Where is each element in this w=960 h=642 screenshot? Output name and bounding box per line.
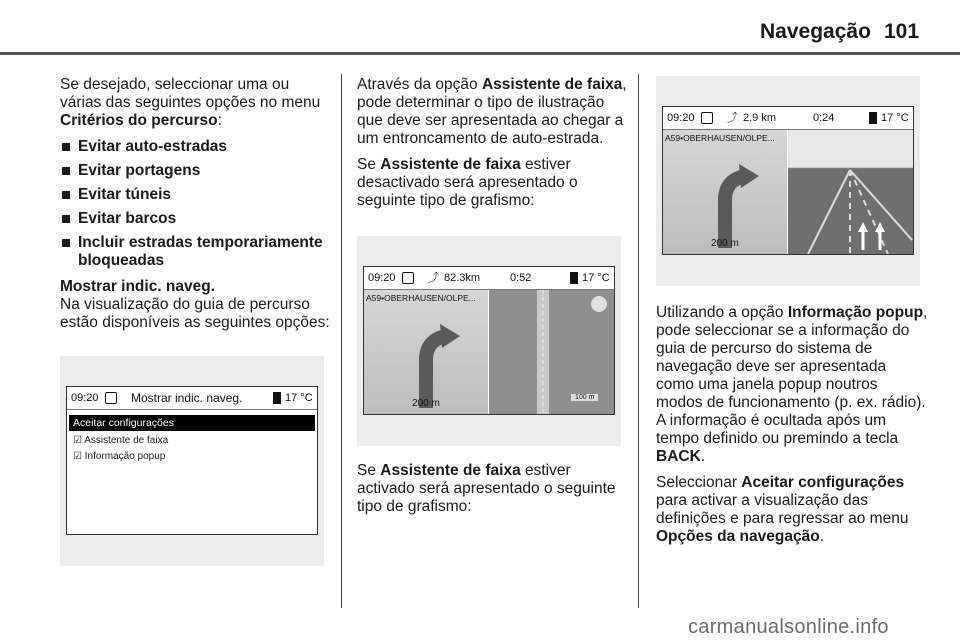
route-distance-icon: ⤴ bbox=[727, 112, 738, 124]
list-item-label: Evitar túneis bbox=[78, 186, 172, 203]
paragraph-disabled bbox=[357, 156, 629, 210]
screenshot-lane-assist bbox=[656, 76, 920, 286]
turn-guidance-panel bbox=[663, 130, 787, 254]
paragraph-popup bbox=[656, 304, 928, 466]
text: estiver desactivado será apresentado o seguinte tipo de grafismo: bbox=[357, 156, 578, 209]
clock: 09:20 bbox=[368, 272, 396, 284]
turn-arrow-icon bbox=[663, 130, 787, 254]
route-label: A59•OBERHAUSEN/OLPE... bbox=[665, 133, 775, 143]
checkbox-icon bbox=[105, 392, 117, 404]
list-item bbox=[60, 186, 332, 204]
bold-term: Assistente de faixa bbox=[380, 462, 521, 479]
column-1 bbox=[60, 76, 332, 340]
temperature: 17 °C bbox=[582, 272, 610, 284]
list-item bbox=[60, 234, 332, 270]
text: , pode seleccionar se a informação do guia de percurso do sistema de navegação deve ser apresentada como uma janela popup noutros modos de funcionamento (p. ex. rádio). A informação é ocultada após um tempo definido ou premindo a tecla bbox=[656, 304, 928, 447]
map-panel bbox=[489, 290, 614, 414]
page-title: Navegação bbox=[760, 20, 871, 43]
checkbox-icon bbox=[402, 272, 414, 284]
text: estiver activado será apresentado o seguinte tipo de grafismo: bbox=[357, 462, 616, 515]
section-heading: Mostrar indic. naveg. bbox=[60, 278, 216, 295]
time-remaining: 0:52 bbox=[510, 272, 532, 284]
bullet-icon bbox=[62, 191, 70, 199]
status-bar bbox=[364, 267, 614, 290]
list-item-label: Evitar auto-estradas bbox=[78, 138, 228, 155]
clock: 09:20 bbox=[667, 112, 695, 124]
route-distance-icon: ⤴ bbox=[428, 272, 439, 284]
intro-paragraph bbox=[60, 76, 332, 130]
list-item-label-cont: bloqueadas bbox=[78, 252, 165, 269]
display-screen bbox=[66, 386, 318, 535]
clock: 09:20 bbox=[71, 392, 99, 404]
menu-item-lane-assist[interactable]: ☑ Assistente de faixa bbox=[73, 435, 169, 446]
text: para activar a visualização das definições e para regressar ao menu bbox=[656, 492, 909, 527]
temperature: 17 °C bbox=[285, 392, 313, 404]
section-body: Na visualização do guia de percurso estão disponíveis as seguintes opções: bbox=[60, 296, 330, 331]
bold-term: BACK bbox=[656, 448, 701, 465]
intro-colon: : bbox=[217, 112, 222, 129]
text: Se bbox=[357, 156, 381, 173]
route-label: A59•OBERHAUSEN/OLPE... bbox=[366, 293, 476, 303]
screenshot-menu bbox=[60, 356, 324, 566]
lane-assist-panel bbox=[788, 130, 913, 254]
route-distance: 2.9 km bbox=[743, 112, 777, 124]
column-2-lower bbox=[357, 462, 629, 524]
display-screen bbox=[662, 106, 914, 255]
text: . bbox=[700, 448, 706, 465]
text: . bbox=[819, 528, 824, 545]
bullet-icon bbox=[62, 143, 70, 151]
turn-arrow-icon bbox=[364, 290, 488, 414]
paragraph-lane-assist bbox=[357, 76, 629, 148]
page-header bbox=[0, 0, 960, 56]
text: Através da opção bbox=[357, 76, 482, 93]
list-item-label: Evitar portagens bbox=[78, 162, 201, 179]
map-scale: 100 m bbox=[571, 394, 598, 401]
bold-term: Assistente de faixa bbox=[380, 156, 521, 173]
status-bar bbox=[663, 107, 913, 130]
list-item-label: Incluir estradas temporariamente bbox=[78, 234, 323, 251]
watermark: carmanualsonline.info bbox=[688, 616, 889, 638]
intro-bold: Critérios do percurso bbox=[60, 112, 218, 129]
column-2 bbox=[357, 76, 629, 218]
screenshot-map-disabled bbox=[357, 236, 621, 446]
route-distance: 82.3km bbox=[444, 272, 481, 284]
option-label: Assistente de faixa bbox=[84, 435, 169, 446]
display-screen bbox=[363, 266, 615, 415]
page-number: 101 bbox=[884, 20, 920, 43]
list-item-label: Evitar barcos bbox=[78, 210, 177, 227]
paragraph-accept bbox=[656, 474, 928, 546]
option-label: Informação popup bbox=[84, 451, 166, 462]
text: Utilizando a opção bbox=[656, 304, 788, 321]
lane-graphic bbox=[788, 130, 913, 254]
distance-to-turn: 200 m bbox=[412, 398, 440, 409]
checkbox-icon bbox=[701, 112, 713, 124]
column-3 bbox=[656, 304, 928, 554]
distance-to-turn: 200 m bbox=[711, 238, 739, 249]
bold-term: Opções da navegação bbox=[656, 528, 820, 545]
header-rule bbox=[0, 52, 960, 55]
text: Se bbox=[357, 462, 381, 479]
phone-icon bbox=[273, 392, 281, 404]
time-remaining: 0:24 bbox=[813, 112, 835, 124]
status-bar bbox=[67, 387, 317, 410]
text: Seleccionar bbox=[656, 474, 742, 491]
phone-icon bbox=[570, 272, 578, 284]
column-divider-2 bbox=[638, 74, 639, 608]
turn-guidance-panel bbox=[364, 290, 488, 414]
phone-icon bbox=[869, 112, 877, 124]
list-item bbox=[60, 162, 332, 180]
list-item bbox=[60, 138, 332, 156]
bold-term: Aceitar configurações bbox=[741, 474, 905, 491]
text: , pode determinar o tipo de ilustração que deve ser apresentada ao chegar a um entroncamento de auto-estrada. bbox=[357, 76, 627, 147]
column-divider-1 bbox=[341, 74, 342, 608]
list-item bbox=[60, 210, 332, 228]
bullet-icon bbox=[62, 239, 70, 247]
menu-item-accept[interactable]: Aceitar configurações bbox=[69, 415, 315, 431]
screen-title: Mostrar indic. naveg. bbox=[131, 391, 243, 405]
bold-term: Assistente de faixa bbox=[481, 76, 623, 93]
bullet-icon bbox=[62, 215, 70, 223]
intro-text: Se desejado, seleccionar uma ou várias das seguintes opções no menu bbox=[60, 76, 321, 111]
bold-term: Informação popup bbox=[787, 304, 924, 321]
paragraph-enabled bbox=[357, 462, 629, 516]
bullet-icon bbox=[62, 167, 70, 175]
temperature: 17 °C bbox=[881, 112, 909, 124]
menu-item-popup-info[interactable]: ☑ Informação popup bbox=[73, 451, 166, 462]
